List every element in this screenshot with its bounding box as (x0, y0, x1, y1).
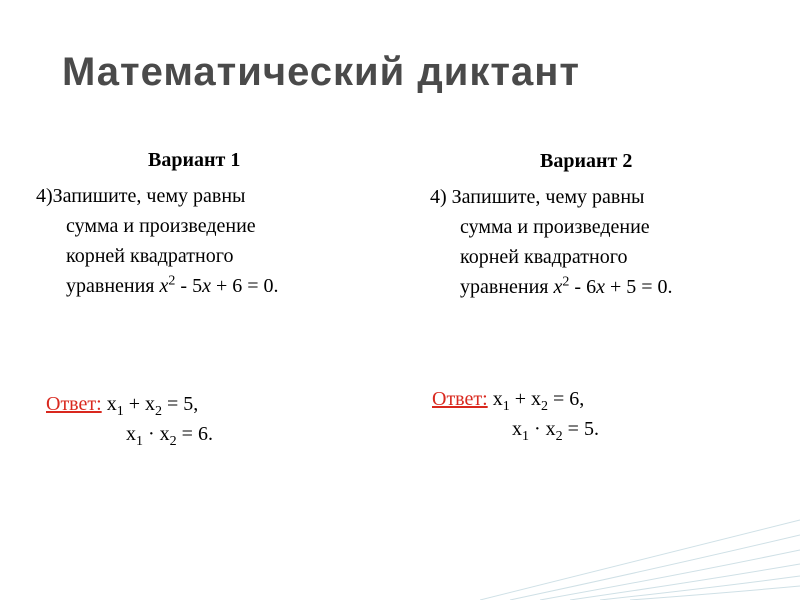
answer-subscript: 1 (522, 429, 529, 444)
answer-part: x (106, 393, 117, 415)
task-line: уравнения (66, 275, 155, 297)
answer-subscript: 2 (555, 429, 563, 444)
answer-product (46, 419, 346, 449)
equation-var: x (553, 276, 563, 298)
task-line: сумма и произведение (460, 216, 650, 238)
task-line: корней квадратного (66, 245, 234, 267)
variant-1-task (36, 181, 366, 301)
task-line: 4)Запишите, чему равны (36, 185, 246, 207)
answer-part: x (492, 388, 503, 410)
answer-sum (106, 393, 199, 419)
task-line: сумма и произведение (66, 215, 256, 237)
variant-2-task (430, 182, 760, 302)
equation-part: - 6 (569, 276, 597, 298)
answer-subscript: 2 (169, 434, 177, 449)
answer-subscript: 1 (136, 434, 143, 449)
answer-part: · x (529, 418, 556, 440)
corner-lines-graphic (480, 490, 800, 600)
equation-exponent: 2 (562, 274, 570, 290)
answer-sum (492, 388, 585, 414)
answer-subscript: 2 (540, 399, 548, 414)
task-line: уравнения (460, 276, 549, 298)
variant-1-answer (46, 389, 346, 449)
equation-part: - 5 (175, 275, 203, 297)
task-line: корней квадратного (460, 246, 628, 268)
variant-1-heading: Вариант 1 (148, 149, 241, 171)
answer-product (432, 414, 732, 444)
answer-label: Ответ: (432, 388, 488, 410)
equation-var: x (202, 275, 211, 297)
answer-part: = 6. (176, 423, 213, 445)
task-equation-line (36, 271, 366, 301)
answer-part: = 5, (161, 393, 199, 415)
answer-part: x (126, 423, 136, 445)
equation-part: + 6 = 0. (210, 275, 279, 297)
equation-var: x (159, 275, 169, 297)
variant-2-answer (432, 384, 732, 444)
answer-part: + x (123, 393, 155, 415)
answer-part: x (512, 418, 522, 440)
equation-exponent: 2 (168, 273, 176, 289)
answer-part: = 5. (562, 418, 599, 440)
slide-title: Математический диктант (62, 50, 580, 94)
answer-subscript: 2 (154, 404, 162, 419)
answer-part: + x (509, 388, 541, 410)
decorative-corner-lines (480, 490, 800, 600)
answer-label: Ответ: (46, 393, 102, 415)
answer-part: · x (143, 423, 170, 445)
answer-subscript: 1 (502, 399, 510, 414)
task-line: 4) Запишите, чему равны (430, 186, 645, 208)
answer-subscript: 1 (116, 404, 124, 419)
task-equation-line (430, 272, 760, 302)
equation-part: + 5 = 0. (604, 276, 673, 298)
answer-part: = 6, (547, 388, 585, 410)
variant-2-heading: Вариант 2 (540, 150, 633, 172)
equation-var: x (596, 276, 605, 298)
